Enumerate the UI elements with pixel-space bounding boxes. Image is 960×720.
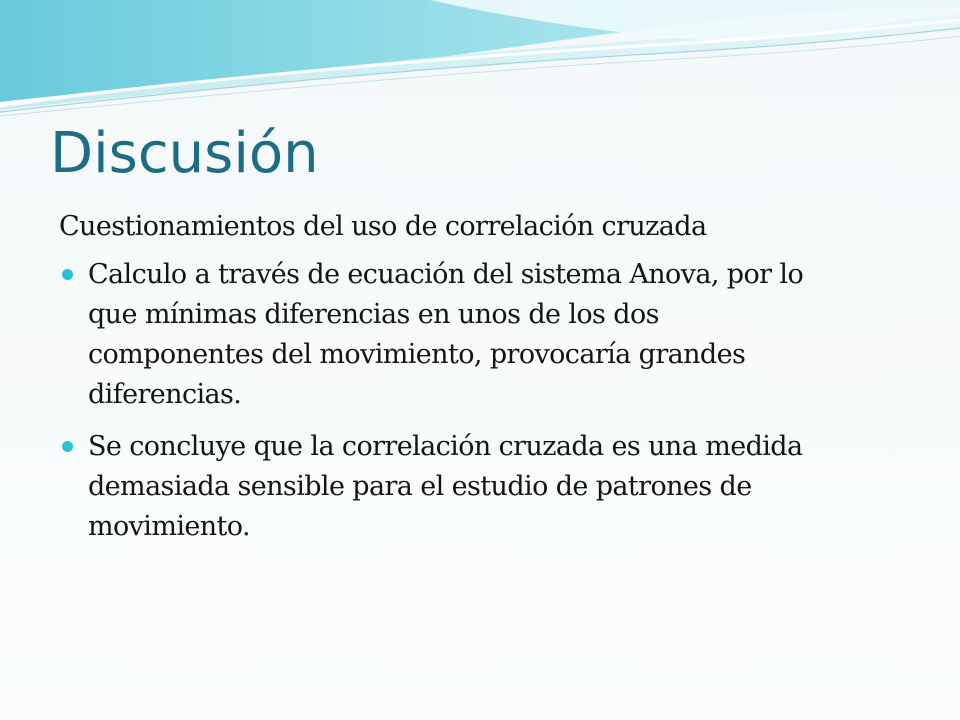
bullet-item <box>59 255 909 415</box>
bullet-list <box>59 255 909 547</box>
bullet-text-line: Calculo a través de ecuación del sistema Anova, por lo <box>88 259 804 290</box>
slide-body <box>59 207 909 559</box>
bullet-text-line: demasiada sensible para el estudio de patrones de <box>88 471 752 502</box>
bullet-text-line: componentes del movimiento, provocaría grandes <box>88 339 746 370</box>
bullet-text-line: diferencias. <box>88 379 242 410</box>
bullet-item <box>59 427 909 547</box>
slide-title: Discusión <box>50 121 319 186</box>
bullet-dot-icon <box>62 441 73 452</box>
header-wave-decoration <box>0 0 960 120</box>
bullet-dot-icon <box>62 269 73 280</box>
lead-text: Cuestionamientos del uso de correlación cruzada <box>59 211 707 242</box>
bullet-text-line: Se concluye que la correlación cruzada es una medida <box>88 431 803 462</box>
bullet-text-line: que mínimas diferencias en unos de los dos <box>88 299 659 330</box>
bullet-text-line: movimiento. <box>88 511 250 542</box>
